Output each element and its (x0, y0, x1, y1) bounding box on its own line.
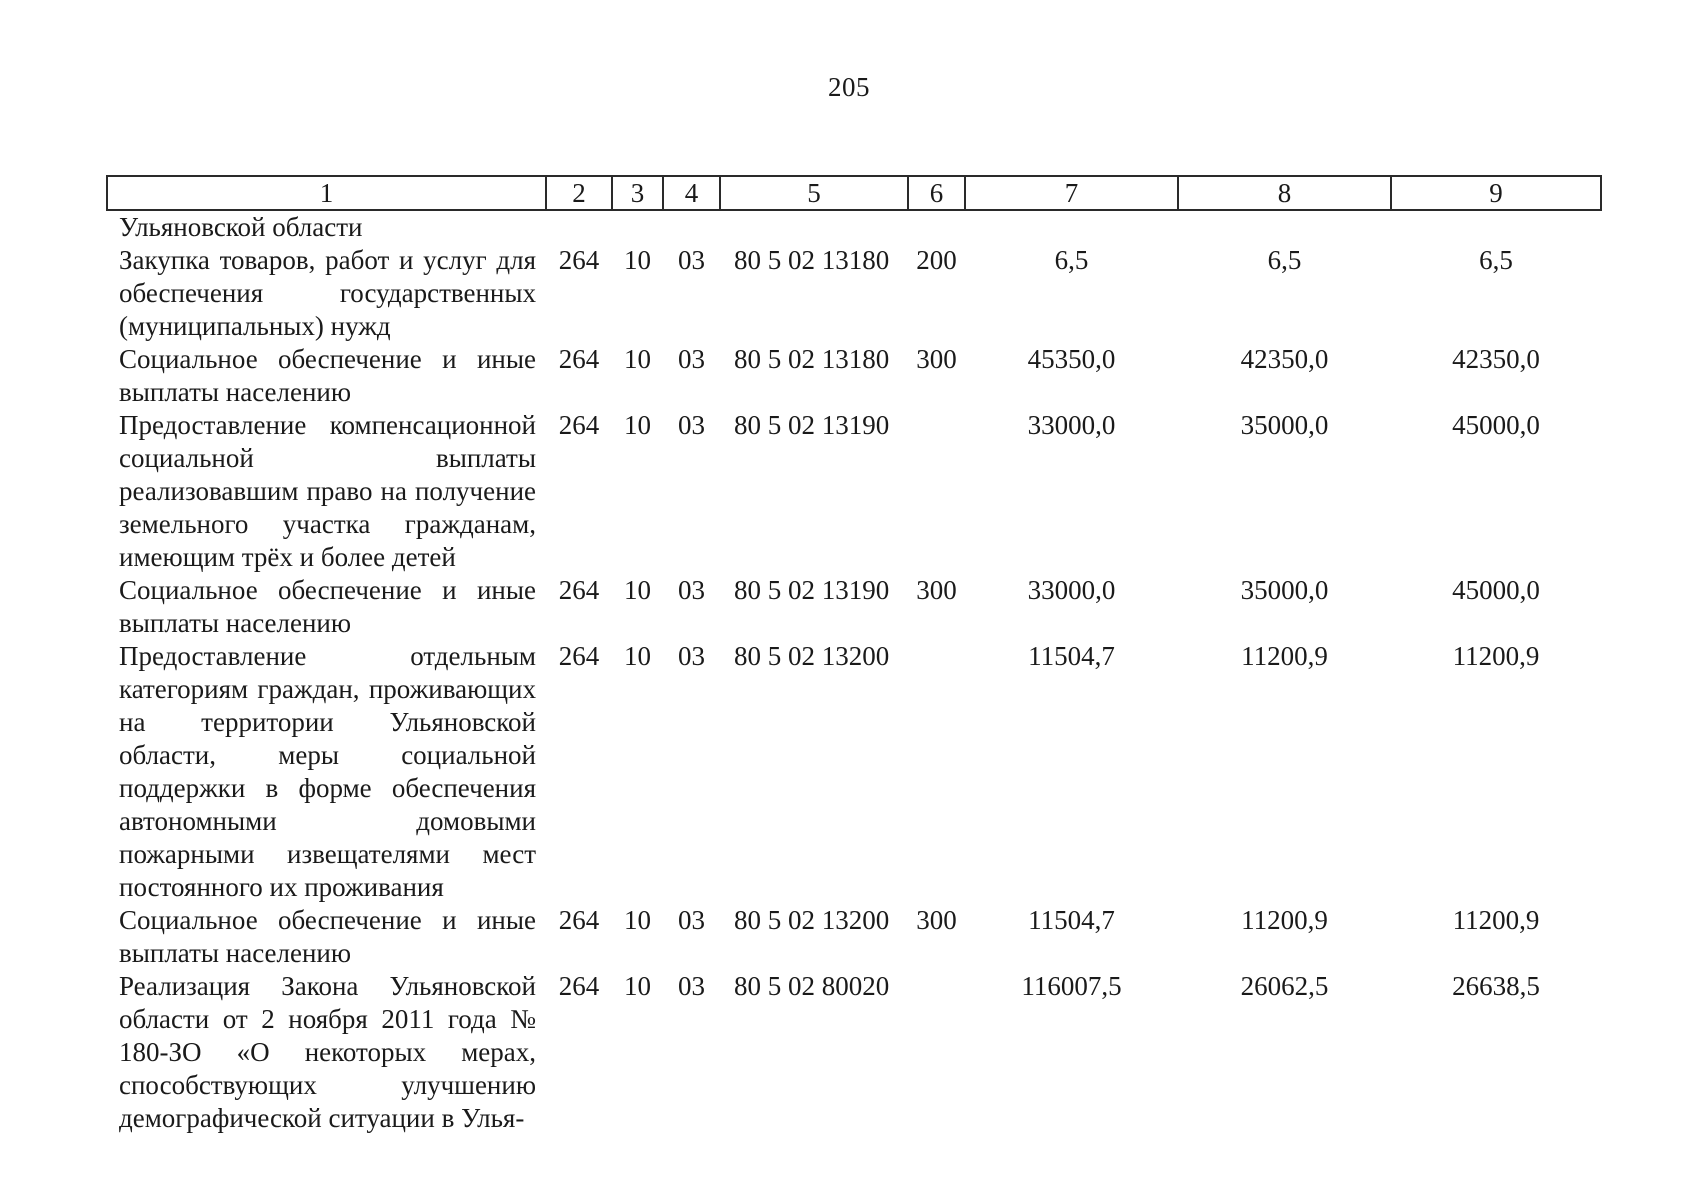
row-amount-col7: 11504,7 (1028, 905, 1115, 935)
row-subsection-code: 03 (678, 575, 705, 605)
row-section-code: 10 (624, 410, 651, 440)
row-section-code: 10 (624, 971, 651, 1001)
row-amount-col9: 42350,0 (1452, 344, 1540, 374)
row-section-code: 10 (624, 575, 651, 605)
table-header (107, 176, 1601, 210)
row-amount-col8: 35000,0 (1240, 575, 1329, 605)
row-section-code: 10 (624, 905, 651, 935)
row-amount-col8: 42350,0 (1240, 344, 1329, 374)
row-amount-col7: 11504,7 (1028, 641, 1115, 671)
row-amount-col7: 116007,5 (1021, 971, 1122, 1001)
header-col-6: 6 (908, 176, 965, 210)
row-amount-col8: 26062,5 (1240, 971, 1329, 1001)
row-name: Предоставление компенсационной социальной выплаты реализовавшим право на получение земельного участка гражданам, имеющим трёх и более детей (119, 410, 536, 572)
row-expense-type (908, 970, 965, 1135)
row-expense-type: 300 (916, 344, 957, 374)
header-col-4: 4 (663, 176, 720, 210)
row-subsection-code: 03 (678, 641, 705, 671)
row-ministry-code: 264 (558, 641, 600, 671)
header-col-2: 2 (546, 176, 612, 210)
row-expense-type (908, 640, 965, 904)
row-amount-col9: 45000,0 (1452, 575, 1540, 605)
row-amount-col8: 11200,9 (1241, 641, 1328, 671)
row-subsection-code: 03 (678, 905, 705, 935)
header-col-5: 5 (720, 176, 908, 210)
row-amount-col8: 6,5 (1267, 245, 1302, 275)
row-expense-type (908, 210, 965, 244)
row-ministry-code: 264 (558, 410, 600, 440)
row-target-article: 80 5 02 13180 (734, 245, 890, 275)
row-amount-col9: 6,5 (1479, 245, 1513, 275)
row-target-article: 80 5 02 13180 (734, 344, 890, 374)
row-expense-type: 300 (916, 575, 957, 605)
row-ministry-code: 264 (558, 575, 600, 605)
row-target-article: 80 5 02 13190 (734, 410, 890, 440)
row-amount-col9: 11200,9 (1452, 905, 1540, 935)
row-subsection-code: 03 (678, 245, 705, 275)
row-name: Социальное обеспечение и иные выплаты населению (119, 344, 536, 407)
row-section-code: 10 (624, 641, 651, 671)
row-ministry-code: 264 (558, 971, 600, 1001)
row-expense-type: 200 (916, 245, 957, 275)
row-name: Социальное обеспечение и иные выплаты населению (119, 575, 536, 638)
row-ministry-code (546, 210, 612, 244)
row-target-article: 80 5 02 13200 (734, 905, 890, 935)
table-row (107, 343, 1601, 409)
table-body (107, 210, 1601, 1135)
header-row (107, 176, 1601, 210)
row-amount-col9: 11200,9 (1452, 641, 1540, 671)
row-amount-col9: 45000,0 (1452, 410, 1540, 440)
row-target-article (720, 210, 908, 244)
row-target-article: 80 5 02 13190 (734, 575, 890, 605)
row-amount-col7: 6,5 (1054, 245, 1089, 275)
table-row (107, 640, 1601, 904)
row-amount-col8: 35000,0 (1240, 410, 1329, 440)
table-row (107, 244, 1601, 343)
row-section-code (612, 210, 663, 244)
row-name: Предоставление отдельным категориям граждан, проживающих на территории Ульяновской области, меры социальной поддержки в форме обеспечения автономными домовыми пожарными извещателями мест постоянного их проживания (119, 641, 536, 902)
row-expense-type: 300 (916, 905, 957, 935)
row-subsection-code: 03 (678, 971, 705, 1001)
row-target-article: 80 5 02 80020 (734, 971, 890, 1001)
table-row (107, 574, 1601, 640)
header-col-8: 8 (1178, 176, 1391, 210)
header-col-7: 7 (965, 176, 1178, 210)
row-subsection-code: 03 (678, 410, 705, 440)
row-subsection-code (663, 210, 720, 244)
row-amount-col8: 11200,9 (1241, 905, 1328, 935)
row-name: Реализация Закона Ульяновской области от 2 ноября 2011 года № 180-ЗО «О некоторых мерах, способствующих улучшению демографической ситуации в Улья- (119, 971, 536, 1133)
row-amount-col7: 33000,0 (1027, 410, 1116, 440)
table-row (107, 210, 1601, 244)
row-name: Социальное обеспечение и иные выплаты населению (119, 905, 536, 968)
row-expense-type (908, 409, 965, 574)
row-target-article: 80 5 02 13200 (734, 641, 890, 671)
page-number: 205 (828, 72, 870, 102)
row-ministry-code: 264 (558, 245, 600, 275)
row-section-code: 10 (624, 344, 651, 374)
row-amount-col7: 33000,0 (1027, 575, 1116, 605)
row-name: Закупка товаров, работ и услуг для обеспечения государственных (муниципальных) нужд (119, 245, 536, 341)
row-amount-col7 (965, 210, 1178, 244)
budget-table (106, 175, 1602, 1135)
row-amount-col9 (1391, 210, 1601, 244)
row-amount-col7: 45350,0 (1027, 344, 1116, 374)
header-col-3: 3 (612, 176, 663, 210)
row-name: Ульяновской области (119, 212, 363, 242)
row-subsection-code: 03 (678, 344, 705, 374)
header-col-9: 9 (1391, 176, 1601, 210)
row-section-code: 10 (624, 245, 651, 275)
table-row (107, 904, 1601, 970)
table-row (107, 409, 1601, 574)
row-amount-col8 (1178, 210, 1391, 244)
row-ministry-code: 264 (558, 905, 600, 935)
header-col-1: 1 (107, 176, 546, 210)
row-ministry-code: 264 (558, 344, 600, 374)
table-row (107, 970, 1601, 1135)
row-amount-col9: 26638,5 (1452, 971, 1540, 1001)
